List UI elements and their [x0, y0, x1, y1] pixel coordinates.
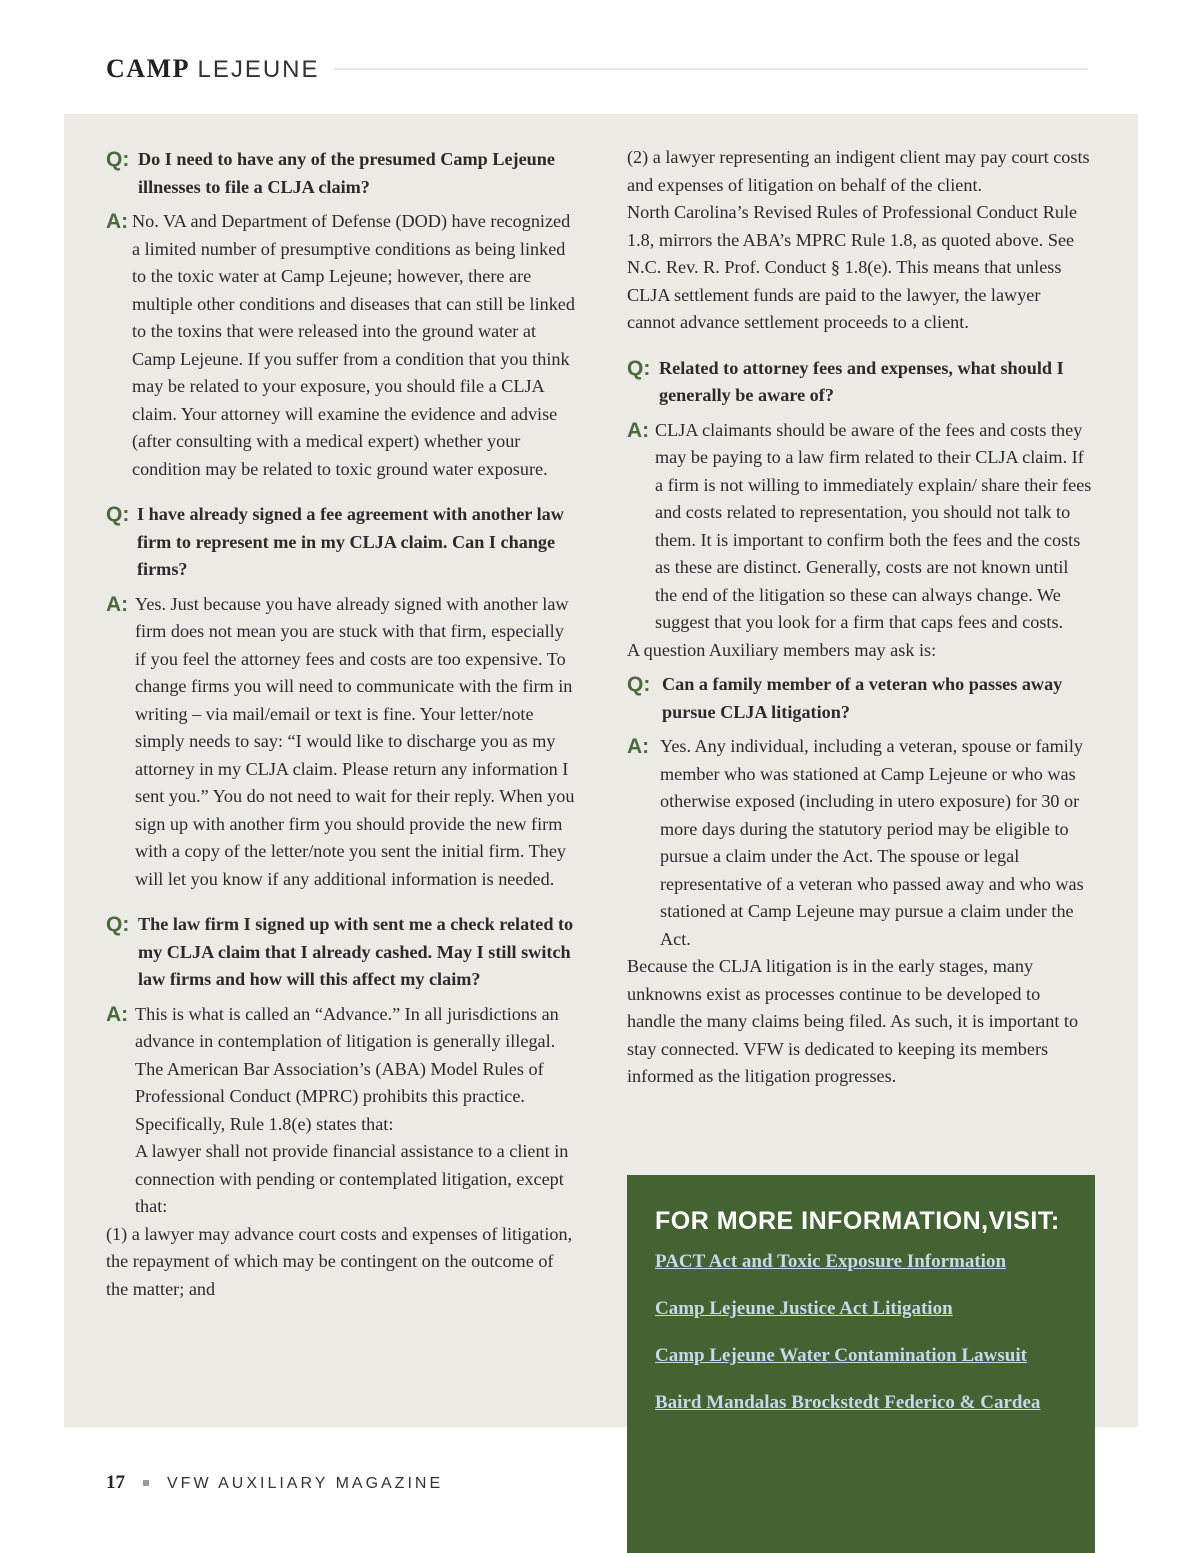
question-text: The law firm I signed up with sent me a check related to my CLJA claim that I already cashed. May I still switch law firms and how will this affect my claim?	[138, 914, 574, 989]
answer-text: Yes. Just because you have already signed with another law firm does not mean you are stuck with that firm, especially if you feel the attorney fees and costs are too expensive. To change firms you will need to communicate with the firm in writing – via mail/email or text is fine. Your letter/note simply needs to say: “I would like to discharge you as my attorney in my CLJA claim. Please return any information I sent you.” You do not need to wait for their reply. When you sign up with another firm you should provide the new firm with a copy of the letter/note you sent the initial firm. They will let you know if any additional information is needed.	[135, 593, 575, 889]
rule-item-1: (1) a lawyer may advance court costs and expenses of litigation, the repayment of which may be contingent on the outcome of the matter; and	[106, 1223, 573, 1299]
section-title-bold: CAMP	[106, 54, 190, 83]
a-label: A:	[627, 735, 650, 758]
question-5	[627, 671, 1093, 726]
more-info-box	[627, 1175, 1095, 1553]
answer-text: CLJA claimants should be aware of the fees and costs they may be paying to a law firm related to their CLJA claim. If a firm is not willing to immediately explain/ share their fees and costs related to representation, you should not talk to them. It is important to confirm both the fees and the costs as these are distinct. Generally, costs are not known until the end of the litigation so these can always change. We suggest that you look for a firm that caps fees and costs.	[655, 419, 1092, 632]
question-4	[627, 355, 1093, 410]
magazine-name: VFW AUXILIARY MAGAZINE	[167, 1475, 444, 1492]
question-text: Related to attorney fees and expenses, what should I generally be aware of?	[659, 357, 1064, 405]
q-label: Q:	[627, 673, 651, 696]
left-column	[106, 146, 578, 1303]
more-info-heading: FOR MORE INFORMATION,VISIT:	[655, 1207, 1060, 1235]
question-1	[106, 146, 578, 201]
section-title-light: LEJEUNE	[197, 56, 320, 83]
answer-5	[627, 733, 1093, 953]
header-rule	[334, 68, 1088, 70]
a-label: A:	[106, 592, 129, 616]
link-law-firm[interactable]: Baird Mandalas Brockstedt Federico & Cardea	[655, 1392, 1041, 1413]
auxiliary-intro: A question Auxiliary members may ask is:	[627, 639, 937, 660]
a-label: A:	[627, 418, 650, 442]
link-pact-act[interactable]: PACT Act and Toxic Exposure Information	[655, 1251, 1007, 1272]
right-column	[627, 144, 1093, 1091]
link-water-lawsuit[interactable]: Camp Lejeune Water Contamination Lawsuit	[655, 1345, 1027, 1366]
answer-2	[106, 591, 578, 894]
question-3	[106, 911, 578, 994]
page-footer	[106, 1472, 443, 1496]
question-text: I have already signed a fee agreement with another law firm to represent me in my CLJA claim. Can I change firms?	[137, 504, 564, 579]
answer-text: This is what is called an “Advance.” In all jurisdictions an advance in contemplation of litigation is generally illegal. The American Bar Association’s (ABA) Model Rules of Professional Conduct (MPRC) prohibits this practice. Specifically, Rule 1.8(e) states that:	[135, 1003, 559, 1134]
q-label: Q:	[106, 913, 130, 936]
a-label: A:	[106, 210, 129, 233]
answer-3	[106, 1001, 578, 1139]
question-text: Do I need to have any of the presumed Camp Lejeune illnesses to file a CLJA claim?	[138, 149, 555, 197]
q-label: Q:	[627, 356, 651, 380]
answer-text: No. VA and Department of Defense (DOD) have recognized a limited number of presumptive conditions as being linked to the toxic water at Camp Lejeune; however, there are multiple other conditions and diseases that can still be linked to the toxins that were released into the ground water at Camp Lejeune. If you suffer from a condition that you think may be related to your exposure, you should file a CLJA claim. Your attorney will examine the evidence and advise (after consulting with a medical expert) whether your condition may be related to toxic ground water exposure.	[132, 211, 575, 479]
a-label: A:	[106, 1002, 129, 1026]
page-number: 17	[106, 1472, 125, 1493]
nc-rules-paragraph: North Carolina’s Revised Rules of Professional Conduct Rule 1.8, mirrors the ABA’s MPRC Rule 1.8, as quoted above. See N.C. Rev. R. Prof. Conduct § 1.8(e). This means that unless CLJA settlement funds are paid to the lawyer, the lawyer cannot advance settlement proceeds to a client.	[627, 202, 1078, 332]
question-2	[106, 501, 578, 584]
rule-quote: A lawyer shall not provide financial assistance to a client in connection with pending or contemplated litigation, except that:	[135, 1141, 569, 1216]
q-label: Q:	[106, 148, 130, 171]
closing-paragraph: Because the CLJA litigation is in the early stages, many unknowns exist as processes continue to be developed to handle the many claims being filed. As such, it is important to stay connected. VFW is dedicated to keeping its members informed as the litigation progresses.	[627, 956, 1079, 1086]
answer-1	[106, 208, 578, 483]
rule-item-2: (2) a lawyer representing an indigent client may pay court costs and expenses of litigation on behalf of the client.	[627, 147, 1090, 195]
answer-4	[627, 417, 1093, 637]
page-header	[106, 50, 1088, 90]
footer-separator	[143, 1480, 149, 1486]
section-title	[106, 54, 320, 84]
answer-text: Yes. Any individual, including a veteran, spouse or family member who was stationed at Camp Lejeune or who was otherwise exposed (including in utero exposure) for 30 or more days during the statutory period may be eligible to pursue a claim under the Act. The spouse or legal representative of a veteran who passed away and who was stationed at Camp Lejeune may pursue a claim under the Act.	[660, 736, 1084, 949]
q-label: Q:	[106, 503, 130, 526]
link-justice-act[interactable]: Camp Lejeune Justice Act Litigation	[655, 1298, 953, 1319]
question-text: Can a family member of a veteran who passes away pursue CLJA litigation?	[662, 674, 1063, 722]
